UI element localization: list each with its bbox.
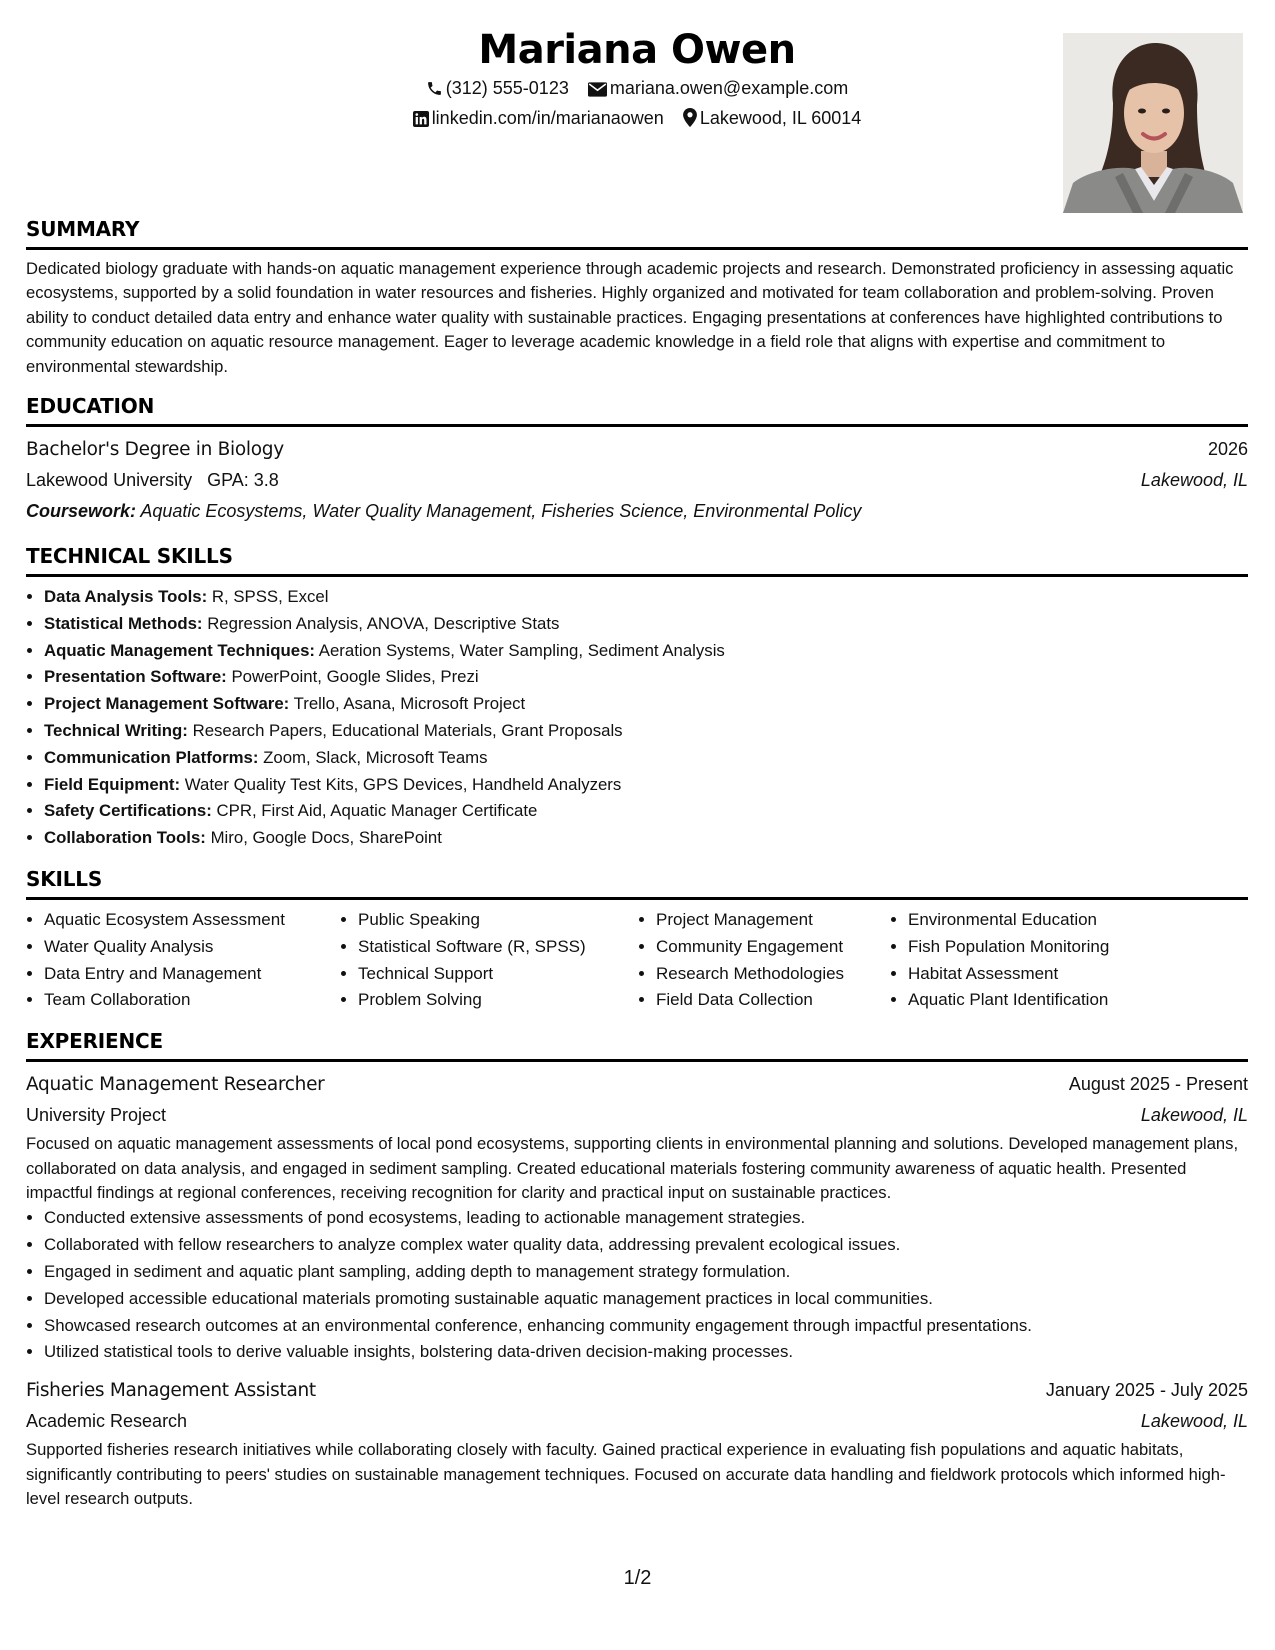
skill-item: • Aquatic Ecosystem Assessment xyxy=(44,907,340,934)
school-location: Lakewood, IL xyxy=(1140,470,1248,491)
job-bullet: • Showcased research outcomes at an environmental conference, enhancing community engagement through impactful presentations. xyxy=(44,1313,1248,1340)
job-dates: August 2025 - Present xyxy=(1068,1074,1248,1095)
tech-skill-label: Aquatic Management Techniques: xyxy=(44,640,316,660)
page-indicator: 1/2 xyxy=(623,1567,652,1589)
skill-item: • Community Engagement xyxy=(656,934,890,961)
phone-contact xyxy=(426,77,569,99)
tech-skill-item xyxy=(44,664,1248,691)
tech-skill-label: Communication Platforms: xyxy=(44,747,259,767)
tech-skill-value: CPR, First Aid, Aquatic Manager Certificate xyxy=(216,801,538,821)
job-bullet: • Utilized statistical tools to derive valuable insights, bolstering data-driven decision-making processes. xyxy=(44,1339,1248,1366)
education-section xyxy=(26,393,1248,527)
skill-item: • Field Data Collection xyxy=(656,987,890,1014)
profile-photo xyxy=(1063,33,1243,213)
skill-item: • Habitat Assessment xyxy=(908,961,1238,988)
job-role: Fisheries Management Assistant xyxy=(26,1380,316,1402)
job-org: Academic Research xyxy=(26,1411,188,1432)
tech-skill-item xyxy=(44,745,1248,772)
tech-skill-label: Presentation Software: xyxy=(44,667,227,687)
phone-icon xyxy=(426,80,443,97)
tech-skill-item xyxy=(44,584,1248,611)
job-dates: January 2025 - July 2025 xyxy=(1045,1380,1248,1401)
job-org-row xyxy=(26,1406,1248,1437)
tech-skill-label: Statistical Methods: xyxy=(44,613,203,633)
location-contact xyxy=(683,107,861,129)
education-heading: EDUCATION xyxy=(26,393,1248,427)
tech-skill-item xyxy=(44,718,1248,745)
skill-item: • Public Speaking xyxy=(358,907,638,934)
job-bullet: • Engaged in sediment and aquatic plant sampling, adding depth to management strategy formulation. xyxy=(44,1259,1248,1286)
job-location: Lakewood, IL xyxy=(1140,1411,1248,1432)
summary-heading: SUMMARY xyxy=(26,216,1248,250)
tech-skill-item xyxy=(44,772,1248,799)
job-description: Focused on aquatic management assessments of local pond ecosystems, supporting clients in environmental planning and solutions. Developed management plans, collaborated on data analysis, and engaged in sediment sampling. Created educational materials fostering community awareness of aquatic health. Presented impactful findings at regional conferences, receiving recognition for clarity and practical input on sustainable practices. xyxy=(26,1134,1239,1202)
job-bullets xyxy=(26,1205,1248,1366)
skill-item: • Water Quality Analysis xyxy=(44,934,340,961)
tech-skill-value: PowerPoint, Google Slides, Prezi xyxy=(231,667,479,687)
skill-item: • Technical Support xyxy=(358,961,638,988)
skills-heading: SKILLS xyxy=(26,866,1248,900)
tech-skill-value: Regression Analysis, ANOVA, Descriptive Stats xyxy=(207,613,560,633)
tech-skill-label: Collaboration Tools: xyxy=(44,828,206,848)
tech-skill-value: Zoom, Slack, Microsoft Teams xyxy=(263,747,488,767)
tech-skill-value: Water Quality Test Kits, GPS Devices, Handheld Analyzers xyxy=(184,774,622,794)
experience-section xyxy=(26,1028,1248,1511)
tech-skill-label: Safety Certifications: xyxy=(44,801,212,821)
experience-heading: EXPERIENCE xyxy=(26,1028,1248,1062)
skills-grid xyxy=(26,907,1248,1014)
resume-header xyxy=(26,0,1248,216)
tech-skill-value: Miro, Google Docs, SharePoint xyxy=(210,828,442,848)
job-title-row xyxy=(26,1069,1248,1100)
linkedin-text: linkedin.com/in/marianaowen xyxy=(431,108,664,128)
skill-item: • Statistical Software (R, SPSS) xyxy=(358,934,638,961)
location-text: Lakewood, IL 60014 xyxy=(699,108,862,128)
job-org-row xyxy=(26,1100,1248,1131)
job-bullet: • Collaborated with fellow researchers to analyze complex water quality data, addressing prevalent ecological issues. xyxy=(44,1232,1248,1259)
summary-section xyxy=(26,216,1248,379)
tech-skill-label: Field Equipment: xyxy=(44,774,181,794)
technical-skills-heading: TECHNICAL SKILLS xyxy=(26,543,1248,577)
tech-skill-item xyxy=(44,691,1248,718)
school-name: Lakewood University xyxy=(26,470,193,491)
tech-skill-value: R, SPSS, Excel xyxy=(211,587,329,607)
job-org: University Project xyxy=(26,1105,167,1126)
skill-item: • Environmental Education xyxy=(908,907,1238,934)
skill-item: • Aquatic Plant Identification xyxy=(908,987,1238,1014)
skill-item: • Team Collaboration xyxy=(44,987,340,1014)
tech-skill-item xyxy=(44,611,1248,638)
envelope-icon xyxy=(588,82,607,97)
skill-item: • Project Management xyxy=(656,907,890,934)
education-school-row xyxy=(26,465,1248,496)
tech-skill-label: Technical Writing: xyxy=(44,721,188,741)
coursework-list: Aquatic Ecosystems, Water Quality Management, Fisheries Science, Environmental Policy xyxy=(140,501,862,522)
tech-skill-value: Trello, Asana, Microsoft Project xyxy=(293,694,526,714)
tech-skill-value: Aeration Systems, Water Sampling, Sediment Analysis xyxy=(318,640,725,660)
coursework-label: Coursework: xyxy=(26,501,137,522)
candidate-name: Mariana Owen xyxy=(478,27,796,73)
tech-skill-item xyxy=(44,798,1248,825)
linkedin-contact[interactable] xyxy=(413,107,664,129)
skill-item: • Research Methodologies xyxy=(656,961,890,988)
skill-item: • Problem Solving xyxy=(358,987,638,1014)
job-entry xyxy=(26,1069,1248,1366)
degree-title: Bachelor's Degree in Biology xyxy=(26,439,284,461)
technical-skills-section xyxy=(26,543,1248,852)
skills-section xyxy=(26,866,1248,1014)
tech-skill-label: Project Management Software: xyxy=(44,694,290,714)
tech-skill-item xyxy=(44,825,1248,852)
coursework-line xyxy=(26,496,1248,527)
tech-skill-label: Data Analysis Tools: xyxy=(44,587,208,607)
technical-skills-list xyxy=(26,584,1248,852)
summary-text: Dedicated biology graduate with hands-on aquatic management experience through academic projects and research. Demonstrated proficiency in assessing aquatic ecosystems, supported by a solid foundation in water resources and fisheries. Highly organized and motivated for team collaboration and problem-solving. Proven ability to conduct detailed data entry and enhance water quality with sustainable practices. Engaging presentations at conferences have highlighted contributions to community education on aquatic resource management. Eager to leverage academic knowledge in a field role that aligns with expertise and commitment to environmental stewardship. xyxy=(26,259,1234,376)
linkedin-icon xyxy=(413,111,429,127)
graduation-year: 2026 xyxy=(1207,439,1248,460)
job-bullet: • Conducted extensive assessments of pond ecosystems, leading to actionable management strategies. xyxy=(44,1205,1248,1232)
phone-text: (312) 555-0123 xyxy=(445,78,569,98)
school-and-gpa xyxy=(26,465,279,496)
skills-column-2 xyxy=(340,907,638,1014)
tech-skill-value: Research Papers, Educational Materials, Grant Proposals xyxy=(192,721,623,741)
skills-column-4 xyxy=(890,907,1238,1014)
job-title-row xyxy=(26,1375,1248,1406)
gpa: GPA: 3.8 xyxy=(207,470,279,491)
skill-item: • Fish Population Monitoring xyxy=(908,934,1238,961)
resume-page xyxy=(26,0,1248,1511)
profile-photo-illustration xyxy=(1063,33,1243,213)
tech-skill-item xyxy=(44,638,1248,665)
map-pin-icon xyxy=(683,108,697,127)
job-description: Supported fisheries research initiatives while collaborating closely with faculty. Gained practical experience in evaluating fish populations and aquatic habitats, significantly contributing to peers' studies on sustainable management techniques. Focused on accurate data handling and fieldwork protocols which informed high-level research outputs. xyxy=(26,1440,1226,1508)
job-location: Lakewood, IL xyxy=(1140,1105,1248,1126)
skills-column-1 xyxy=(26,907,340,1014)
email-contact[interactable] xyxy=(588,77,848,99)
job-bullet: • Developed accessible educational materials promoting sustainable aquatic management practices in local communities. xyxy=(44,1286,1248,1313)
skills-column-3 xyxy=(638,907,890,1014)
email-text: mariana.owen@example.com xyxy=(609,78,849,98)
job-role: Aquatic Management Researcher xyxy=(26,1074,325,1096)
skill-item: • Data Entry and Management xyxy=(44,961,340,988)
job-entry xyxy=(26,1375,1248,1511)
education-degree-row xyxy=(26,434,1248,465)
